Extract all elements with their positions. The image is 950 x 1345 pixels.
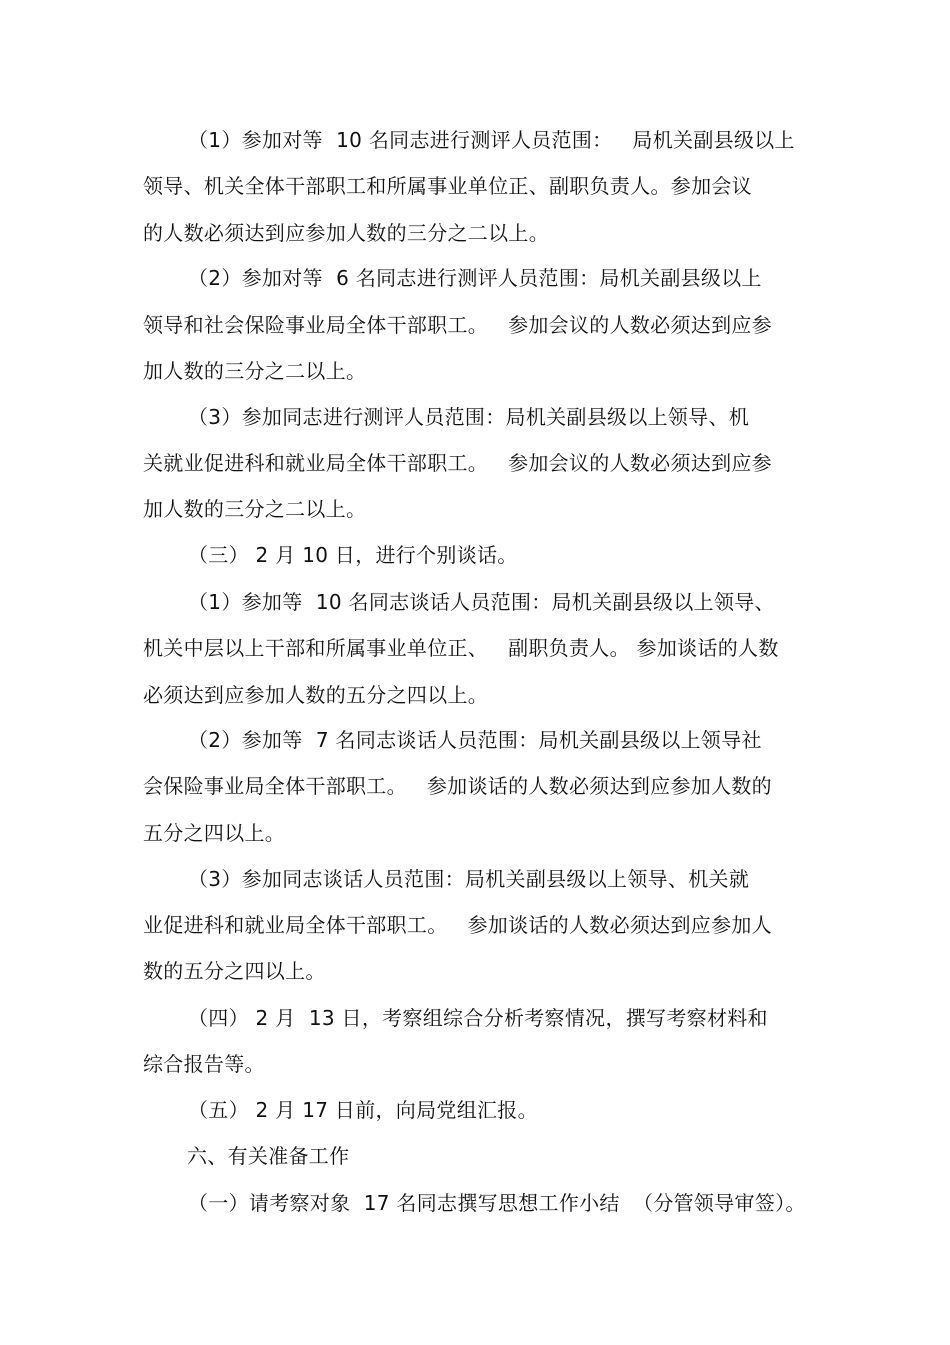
text-line: （3）参加同志进行测评人员范围：局机关副县级以上领导、机 xyxy=(188,405,750,429)
text-line: 加人数的三分之二以上。 xyxy=(143,359,367,383)
text-line: 数的五分之四以上。 xyxy=(143,959,326,983)
text-line: 领导、机关全体干部职工和所属事业单位正、副职负责人。参加会议 xyxy=(143,174,752,198)
text-line: 会保险事业局全体干部职工。 参加谈话的人数必须达到应参加人数的 xyxy=(143,774,772,798)
text-line: 五分之四以上。 xyxy=(143,821,286,845)
section-heading: （一）请考察对象 17 名同志撰写思想工作小结 （分管领导审签）。 xyxy=(188,1191,806,1215)
text-line: 必须达到应参加人数的五分之四以上。 xyxy=(143,683,489,707)
section-heading: （五） 2 月 17 日前，向局党组汇报。 xyxy=(188,1098,538,1122)
text-line: 机关中层以上干部和所属事业单位正、 副职负责人。 参加谈话的人数 xyxy=(143,636,779,660)
text-line: （1）参加等 10 名同志谈话人员范围：局机关副县级以上领导、 xyxy=(188,590,775,614)
section-heading: （三） 2 月 10 日，进行个别谈话。 xyxy=(188,543,518,567)
text-line: 领导和社会保险事业局全体干部职工。 参加会议的人数必须达到应参 xyxy=(143,313,772,337)
text-line: （2）参加对等 6 名同志进行测评人员范围：局机关副县级以上 xyxy=(188,266,762,290)
text-line: （2）参加等 7 名同志谈话人员范围：局机关副县级以上领导社 xyxy=(188,728,762,752)
text-line: 综合报告等。 xyxy=(143,1052,265,1076)
text-line: （1）参加对等 10 名同志进行测评人员范围： 局机关副县级以上 xyxy=(188,128,795,152)
text-line: （3）参加同志谈话人员范围：局机关副县级以上领导、机关就 xyxy=(188,867,750,891)
section-heading: （四） 2 月 13 日，考察组综合分析考察情况，撰写考察材料和 xyxy=(188,1006,768,1030)
text-line: 关就业促进科和就业局全体干部职工。 参加会议的人数必须达到应参 xyxy=(143,451,772,475)
text-line: 加人数的三分之二以上。 xyxy=(143,497,367,521)
text-line: 的人数必须达到应参加人数的三分之二以上。 xyxy=(143,221,549,245)
text-line: 业促进科和就业局全体干部职工。 参加谈话的人数必须达到应参加人 xyxy=(143,913,772,937)
chapter-heading: 六、有关准备工作 xyxy=(187,1144,350,1168)
